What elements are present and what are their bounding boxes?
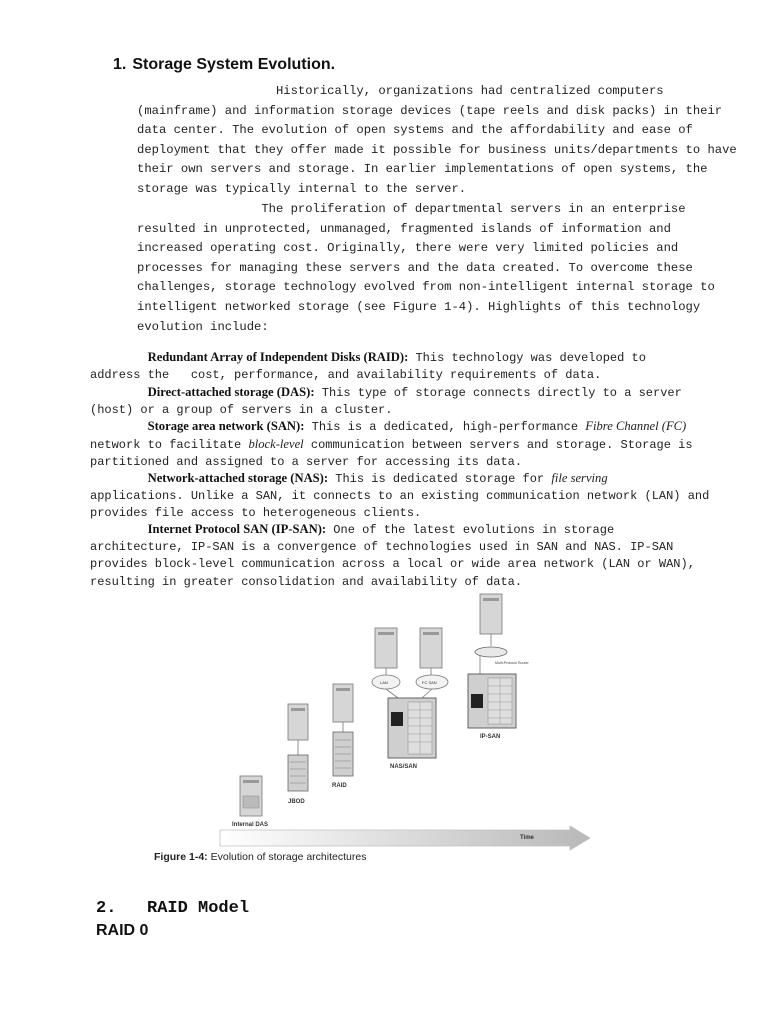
text-line: address the cost, performance, and availability requirements of data. <box>90 368 602 383</box>
definition-text: This technology was developed to <box>408 351 646 365</box>
text-line: evolution include: <box>137 319 269 334</box>
section-1-number: 1. <box>113 56 127 73</box>
definition-italic: Fibre Channel (FC) <box>585 419 687 433</box>
definition-text: This is dedicated storage for <box>328 472 552 486</box>
definition-text: communication between servers and storage. Storage is <box>303 438 693 453</box>
definition-ip-san <box>90 521 695 591</box>
storage-evolution-figure <box>150 590 600 870</box>
definition-das <box>90 384 690 419</box>
time-label: Time <box>520 835 534 841</box>
text-line: deployment that they offer made it possible for business units/departments to have <box>137 142 737 157</box>
router-label: Multi-Protocol Router <box>495 661 529 665</box>
lan-label: LAN <box>380 680 388 685</box>
definition-term: Storage area network (SAN): <box>147 419 305 433</box>
text-line <box>90 436 693 454</box>
text-line: (mainframe) and information storage devices (tape reels and disk packs) in their <box>137 103 723 118</box>
raid-server <box>333 684 353 732</box>
nas-san-server-1 <box>375 628 397 668</box>
section-2-heading: 2. RAID Model <box>96 899 250 918</box>
text-line: (host) or a group of servers in a cluster. <box>90 403 393 418</box>
definition-san <box>90 418 693 472</box>
ip-san-server <box>480 594 502 634</box>
nas-san-server-2 <box>420 628 442 668</box>
text-line: resulted in unprotected, unmanaged, fragmented islands of information and <box>137 221 671 236</box>
definition-term: Direct-attached storage (DAS): <box>147 385 315 399</box>
text-line: storage was typically internal to the server. <box>137 181 467 196</box>
nas-san-array <box>388 698 436 758</box>
time-arrow <box>220 826 590 850</box>
figure-caption <box>154 851 366 863</box>
definition-text: network to facilitate <box>90 438 249 453</box>
raid-label: RAID <box>332 783 347 789</box>
definition-italic: file serving <box>551 471 608 485</box>
definition-term: Redundant Array of Independent Disks (RAID): <box>147 350 409 364</box>
figure-caption-prefix: Figure 1-4: <box>154 851 208 863</box>
figure-caption-text: Evolution of storage architectures <box>207 851 367 863</box>
ip-san-label: IP-SAN <box>480 734 501 740</box>
text-line: Historically, organizations had centralized computers <box>137 84 664 98</box>
intro-paragraph-1 <box>137 82 737 200</box>
definition-raid <box>90 349 690 384</box>
text-line: resulting in greater consolidation and availability of data. <box>90 574 523 589</box>
definition-text: This is a dedicated, high-performance <box>304 420 586 434</box>
text-line <box>90 418 690 436</box>
definition-italic: block-level <box>248 437 304 452</box>
text-line: partitioned and assigned to a server for accessing its data. <box>90 455 523 470</box>
raid-array <box>333 732 353 776</box>
text-line: challenges, storage technology evolved from non-intelligent internal storage to <box>137 280 715 295</box>
section-1-heading <box>113 56 335 74</box>
text-line <box>90 384 690 402</box>
nas-san-label: NAS/SAN <box>390 764 418 770</box>
text-line: increased operating cost. Originally, there were very limited policies and <box>137 241 679 256</box>
definition-term: Network-attached storage (NAS): <box>147 471 329 485</box>
section-2-subheading: RAID 0 <box>96 922 149 939</box>
text-line: processes for managing these servers and the data created. To overcome these <box>137 260 693 275</box>
definition-term: Internet Protocol SAN (IP-SAN): <box>147 522 327 536</box>
text-line: The proliferation of departmental servers in an enterprise <box>137 202 686 216</box>
text-line: provides block-level communication across a local or wide area network (LAN or WAN), <box>90 557 695 572</box>
internal-das-label: Internal DAS <box>232 822 269 828</box>
definition-text: This type of storage connects directly to a server <box>314 386 682 400</box>
multi-protocol-router <box>475 647 507 657</box>
definition-text: One of the latest evolutions in storage <box>326 523 615 537</box>
ip-san-array <box>468 674 516 728</box>
definition-nas <box>90 470 710 523</box>
jbod-label: JBOD <box>288 799 305 805</box>
text-line: intelligent networked storage (see Figure 1-4). Highlights of this technology <box>137 299 701 314</box>
internal-das-server <box>240 776 262 816</box>
text-line: provides file access to heterogeneous clients. <box>90 506 422 521</box>
text-line <box>90 521 690 539</box>
jbod-array <box>288 755 308 791</box>
intro-paragraph-2 <box>137 200 715 337</box>
text-line: architecture, IP-SAN is a convergence of technologies used in SAN and NAS. IP-SAN <box>90 540 674 555</box>
fc-san-label: FC SAN <box>422 680 437 685</box>
text-line: their own servers and storage. In earlier implementations of open systems, the <box>137 162 708 177</box>
text-line <box>90 470 690 488</box>
text-line: applications. Unlike a SAN, it connects to an existing communication network (LAN) and <box>90 489 710 504</box>
section-1-title: Storage System Evolution. <box>132 56 336 73</box>
jbod-server <box>288 704 308 755</box>
text-line: data center. The evolution of open systems and the affordability and ease of <box>137 123 693 138</box>
text-line <box>90 349 690 367</box>
